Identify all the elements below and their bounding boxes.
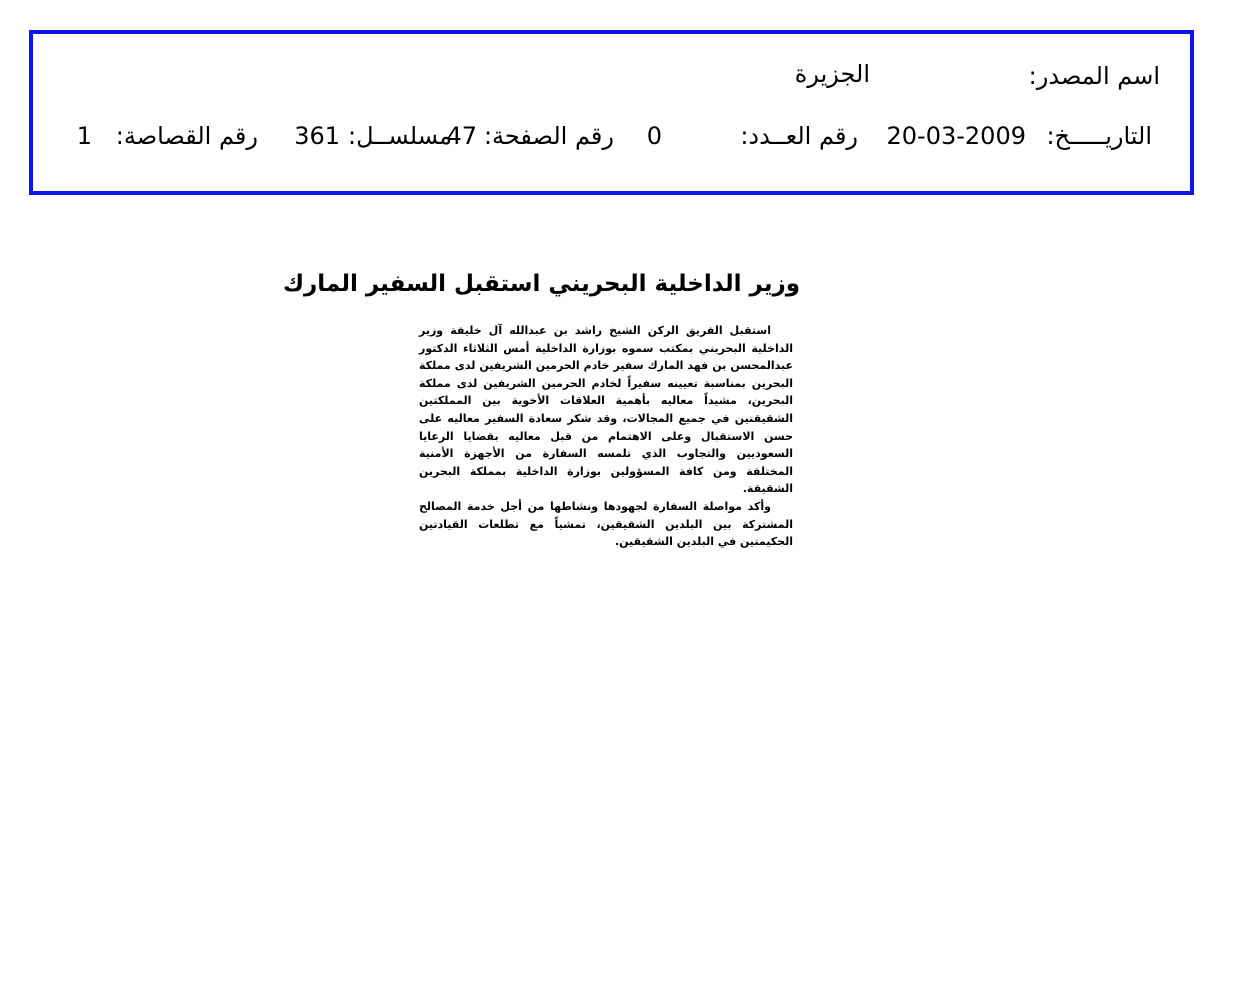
- article-paragraph: وأكد مواصلة السفارة لجهودها ونشاطها من أجل خدمة المصالح المشتركة بين البلدين الشقيقين، تمشياً مع تطلعات القيادتين الحكيمتين في البلدين الشقيقين.: [419, 499, 793, 549]
- source-label: اسم المصدر:: [1028, 62, 1160, 90]
- clip-number-label: رقم القصاصة:: [115, 122, 258, 150]
- issue-label: رقم العــدد:: [740, 122, 858, 150]
- metadata-box: [29, 30, 1194, 195]
- page-label: رقم الصفحة:: [483, 122, 614, 150]
- source-value: الجزيرة: [794, 60, 870, 88]
- news-clipping: [282, 262, 800, 552]
- serial-label: مسلســل:: [348, 122, 452, 150]
- article-headline: وزير الداخلية البحريني استقبل السفير المارك: [282, 271, 800, 297]
- clip-number-value: 1: [76, 122, 92, 150]
- date-value: 20-03-2009: [886, 122, 1026, 150]
- date-label: التاريـــــخ:: [1046, 122, 1152, 150]
- issue-value: 0: [646, 122, 662, 150]
- page-value: 47: [446, 122, 477, 150]
- article-paragraph: استقبل الفريق الركن الشيخ راشد بن عبدالله آل خليفة وزير الداخلية البحريني بمكتب سموه بوزارة الداخلية أمس الثلاثاء الدكتور عبدالمحسن بن فهد المارك سفير خادم الحرمين الشريفين لدى مملكة البحرين بمناسبة تعيينه سفيراً لخادم الحرمين الشريفين لدى مملكة البحرين، مشيداً معاليه بأهمية العلاقات الأخوية بين المملكتين الشقيقتين في جميع المجالات، وقد شكر سعادة السفير معاليه على حسن الاستقبال وعلى الاهتمام من قبل معاليه بقضايا الرعايا السعوديين والتجاوب الذي تلمسه السفارة من الأجهزة الأمنية المختلفة ومن كافة المسؤولين بوزارة الداخلية بمملكة البحرين الشقيقة.: [419, 324, 793, 496]
- article-body: [419, 322, 793, 551]
- serial-value: 361: [294, 122, 340, 150]
